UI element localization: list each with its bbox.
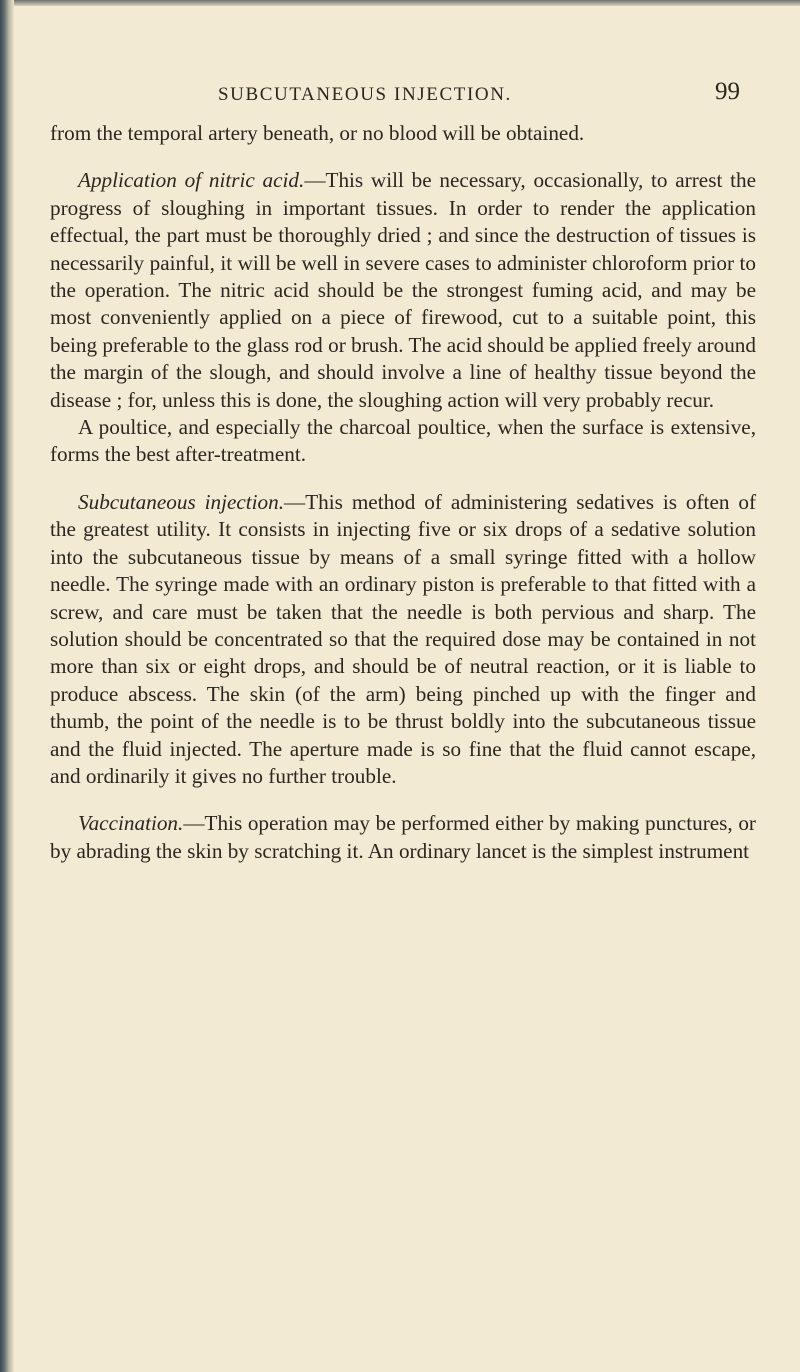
paragraph-subcutaneous-injection xyxy=(50,489,756,790)
running-title: SUBCUTANEOUS INJECTION. xyxy=(218,84,512,105)
paragraph-vaccination-text: —This operation may be performed either by making punctures, or by abrading the skin by scratching it. An ordinary lancet is the simplest instrument xyxy=(50,811,756,863)
paragraph-poultice: A poultice, and especially the charcoal poultice, when the surface is extensive, forms the best after-treatment. xyxy=(50,415,756,467)
paragraph-subcutaneous-injection-text: —This method of administering sedatives is often of the greatest utility. It consists in injecting five or six drops of a sedative solution into the subcutaneous tissue by means of a small syringe fitted with a hollow needle. The syringe made with an ordinary piston is preferable to that fitted with a screw, and care must be taken that the needle is both pervious and sharp. The solution should be concentrated so that the required dose may be contained in not more than six or eight drops, and should be of neutral reaction, or it is liable to produce abscess. The skin (of the arm) being pinched up with the finger and thumb, the point of the needle is to be thrust boldly into the subcutaneous tissue and the fluid injected. The aperture made is so fine that the fluid cannot escape, and ordinarily it gives no further trouble. xyxy=(50,489,757,788)
book-binding-edge xyxy=(0,0,14,1372)
paragraph-nitric-acid xyxy=(50,167,756,414)
page-top-edge xyxy=(0,0,800,6)
section-heading-subcutaneous-injection: Subcutaneous injection. xyxy=(78,489,285,514)
paragraph-vaccination xyxy=(50,810,756,865)
paragraph-nitric-acid-text: —This will be necessary, occasionally, to arrest the progress of sloughing in important tissues. In order to render the application effectual, the part must be thoroughly dried ; and since the destruction of tissues is necessarily painful, it will be well in severe cases to administer chloroform prior to the operation. The nitric acid should be the strongest fuming acid, and may be most conveniently applied on a piece of firewood, cut to a suitable point, this being preferable to the glass rod or brush. The acid should be applied freely around the margin of the slough, and should involve a line of healthy tissue beyond the disease ; for, unless this is done, the sloughing action will very probably recur. xyxy=(50,168,756,412)
page-number: 99 xyxy=(715,78,740,105)
section-heading-vaccination: Vaccination. xyxy=(78,811,184,836)
section-heading-nitric-acid: Application of nitric acid. xyxy=(78,168,305,193)
book-page xyxy=(50,76,756,865)
paragraph-continued: from the temporal artery beneath, or no blood will be obtained. xyxy=(50,121,585,145)
page-header xyxy=(50,76,756,120)
